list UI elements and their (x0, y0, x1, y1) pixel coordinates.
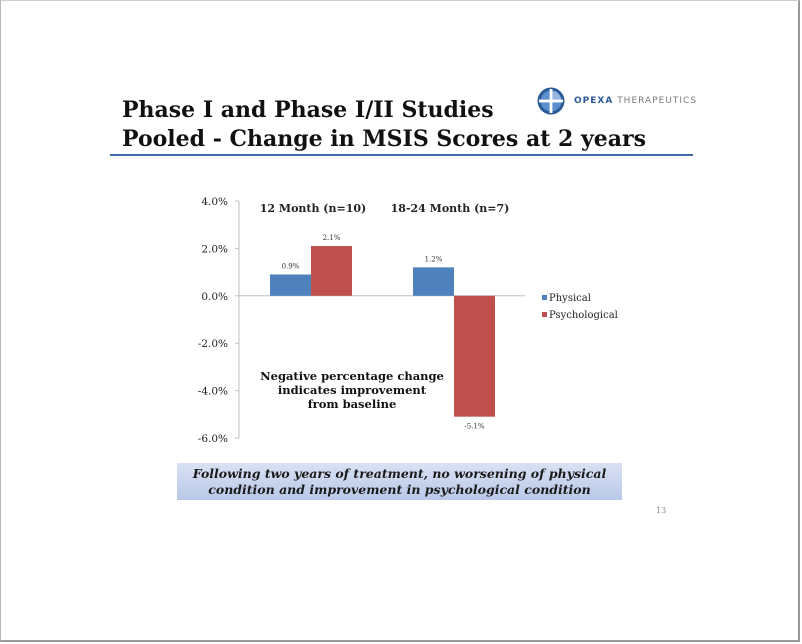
slide-title-line-1: Phase I and Phase I/II Studies (122, 97, 494, 123)
page-number: 13 (656, 506, 667, 515)
category-label: 12 Month (n=10) (259, 202, 367, 215)
title-underline (110, 154, 693, 156)
y-tick-label: 0.0% (201, 290, 228, 303)
globe-logo-icon (537, 87, 565, 115)
chart-annotation-line: Negative percentage change (260, 369, 444, 383)
legend-swatch-physical (542, 295, 547, 300)
banner-line-1: Following two years of treatment, no worsening of physical (192, 466, 607, 481)
bar-physical (413, 267, 454, 295)
logo-suffix: THERAPEUTICS (617, 96, 698, 106)
y-tick-label: 4.0% (201, 196, 228, 208)
conclusion-banner (177, 463, 622, 500)
bar-physical (270, 274, 311, 295)
bar-data-label: -5.1% (464, 422, 485, 431)
bar-psychological (454, 296, 495, 417)
bar-data-label: 0.9% (281, 262, 300, 271)
chart-annotation-line: indicates improvement (277, 383, 427, 397)
y-tick-label: -6.0% (197, 433, 228, 445)
bar-psychological (311, 246, 352, 296)
msis-change-bar-chart (180, 180, 640, 450)
legend-swatch-psychological (542, 312, 547, 317)
bar-data-label: 2.1% (322, 234, 341, 243)
chart-annotation-line: from baseline (307, 397, 397, 411)
slide-title-line-2: Pooled - Change in MSIS Scores at 2 years (122, 126, 647, 152)
legend-label: Psychological (549, 310, 618, 321)
y-tick-label: -2.0% (197, 338, 228, 351)
y-tick-label: 2.0% (201, 243, 228, 256)
bar-data-label: 1.2% (424, 255, 443, 264)
category-label: 18-24 Month (n=7) (390, 202, 510, 215)
company-logo (537, 86, 697, 116)
logo-brand: OPEXA (574, 96, 614, 106)
legend-label: Physical (549, 293, 591, 304)
logo-text (574, 96, 697, 106)
y-tick-label: -4.0% (197, 385, 228, 398)
banner-line-2: condition and improvement in psychological condition (208, 482, 591, 497)
